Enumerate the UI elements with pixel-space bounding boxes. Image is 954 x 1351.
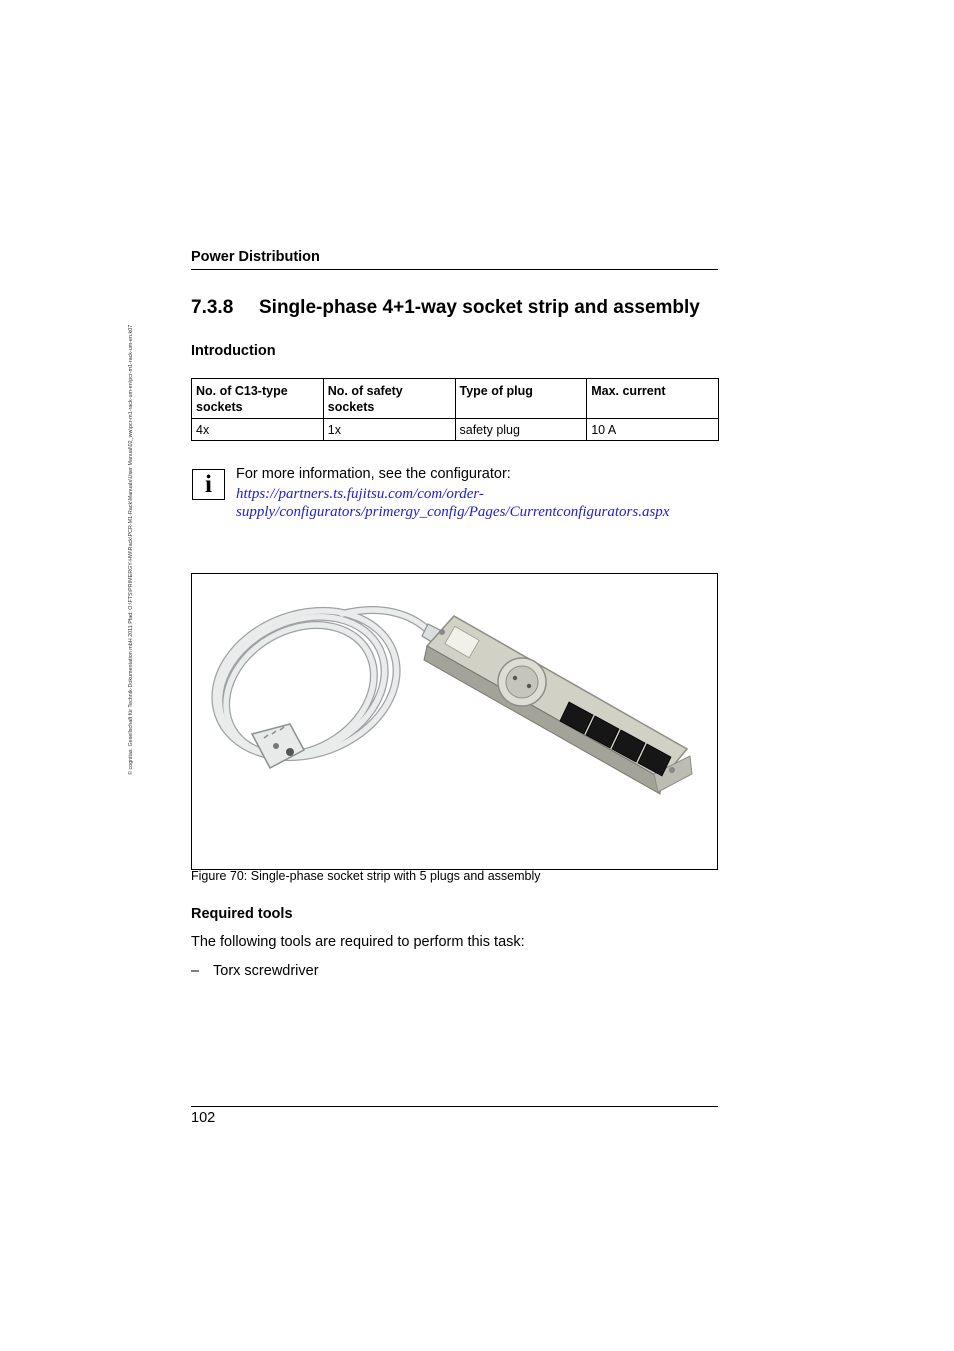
footer-rule <box>191 1106 718 1107</box>
power-cable-coil <box>195 586 430 781</box>
table-row <box>192 419 719 441</box>
configurator-link[interactable] <box>236 485 706 521</box>
configurator-link-line-2[interactable]: supply/configurators/primergy_config/Pages/Currentconfigurators.aspx <box>236 504 670 520</box>
section-number: 7.3.8 <box>191 297 234 318</box>
required-tools-heading: Required tools <box>191 906 293 922</box>
list-dash: – <box>191 963 200 979</box>
figure-caption: Figure 70: Single-phase socket strip with 5 plugs and assembly <box>191 869 541 883</box>
page-number: 102 <box>191 1110 216 1126</box>
info-icon: i <box>192 469 225 500</box>
safety-plug <box>252 724 304 768</box>
spec-table <box>191 378 719 441</box>
socket-strip <box>424 616 692 794</box>
header-rule <box>191 269 718 270</box>
section-title-text: Single-phase 4+1-way socket strip and assembly <box>259 297 700 318</box>
cell-safety-sockets: 1x <box>323 419 455 441</box>
list-item <box>191 963 319 979</box>
required-tools-intro: The following tools are required to perform this task: <box>191 934 525 950</box>
section-title <box>191 297 700 319</box>
introduction-heading: Introduction <box>191 343 276 359</box>
cell-c13-sockets: 4x <box>192 419 324 441</box>
list-item-text: Torx screwdriver <box>213 963 319 979</box>
socket-strip-illustration <box>192 574 717 869</box>
cell-plug-type: safety plug <box>455 419 587 441</box>
header-safety-sockets: No. of safety sockets <box>323 379 455 419</box>
header-c13-sockets: No. of C13-type sockets <box>192 379 324 419</box>
side-margin-note: © cognitas. Gesellschaft für Technik-Dokumentation mbH 2011 Pfad: O:\FTS\PRIMERGY-HW\Rack\PCR-M1-Rack\Manuals\User Manual\02_ww\pcr-m1-rack-um-en\pcr-m1-rack-um-en.k07 <box>128 324 134 775</box>
cell-max-current: 10 A <box>587 419 719 441</box>
figure-frame <box>191 573 718 870</box>
header-plug-type: Type of plug <box>455 379 587 419</box>
info-text: For more information, see the configurator: <box>236 466 511 482</box>
running-head: Power Distribution <box>191 249 320 265</box>
configurator-link-line-1[interactable]: https://partners.ts.fujitsu.com/com/order- <box>236 486 484 502</box>
table-header-row <box>192 379 719 419</box>
header-max-current: Max. current <box>587 379 719 419</box>
